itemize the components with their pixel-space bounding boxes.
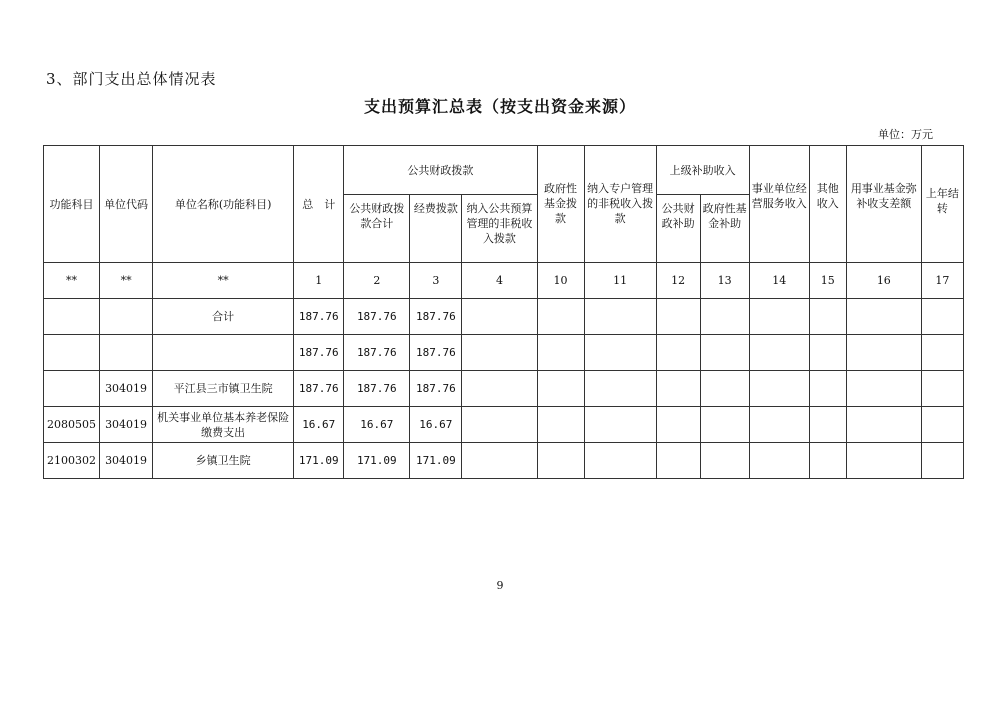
empty-cell bbox=[537, 335, 584, 371]
empty-cell bbox=[584, 335, 656, 371]
index-cell: 2 bbox=[344, 263, 410, 299]
func-subject-cell bbox=[44, 335, 100, 371]
empty-cell bbox=[846, 371, 921, 407]
empty-cell bbox=[584, 299, 656, 335]
empty-cell bbox=[584, 407, 656, 443]
empty-cell bbox=[462, 335, 537, 371]
empty-cell bbox=[537, 371, 584, 407]
index-cell: 3 bbox=[410, 263, 462, 299]
header-func-subject: 功能科目 bbox=[44, 146, 100, 263]
unit-code-cell: 304019 bbox=[100, 407, 153, 443]
empty-cell bbox=[749, 443, 809, 479]
empty-cell bbox=[584, 371, 656, 407]
budget-summary-table bbox=[43, 145, 964, 479]
empty-cell bbox=[749, 371, 809, 407]
table-row bbox=[44, 443, 964, 479]
index-cell: 13 bbox=[700, 263, 749, 299]
empty-cell bbox=[700, 443, 749, 479]
index-cell: 17 bbox=[921, 263, 963, 299]
empty-cell bbox=[700, 299, 749, 335]
index-cell: ** bbox=[100, 263, 153, 299]
header-pf-nontax: 纳入公共预算管理的非税收入拨款 bbox=[462, 195, 537, 263]
table-row bbox=[44, 407, 964, 443]
total-cell: 171.09 bbox=[294, 443, 344, 479]
header-other-income: 其他收入 bbox=[809, 146, 846, 263]
pf-operating-cell: 187.76 bbox=[410, 371, 462, 407]
unit-name-cell: 机关事业单位基本养老保险缴费支出 bbox=[153, 407, 294, 443]
empty-cell bbox=[656, 443, 700, 479]
pf-operating-cell: 171.09 bbox=[410, 443, 462, 479]
header-pf-operating: 经费拨款 bbox=[410, 195, 462, 263]
total-cell: 187.76 bbox=[294, 299, 344, 335]
empty-cell bbox=[700, 407, 749, 443]
func-subject-cell bbox=[44, 371, 100, 407]
empty-cell bbox=[537, 407, 584, 443]
unit-code-cell: 304019 bbox=[100, 371, 153, 407]
index-cell: 14 bbox=[749, 263, 809, 299]
index-row bbox=[44, 263, 964, 299]
empty-cell bbox=[921, 443, 963, 479]
header-superior-subsidy: 上级补助收入 bbox=[656, 146, 749, 195]
header-business-income: 事业单位经营服务收入 bbox=[749, 146, 809, 263]
empty-cell bbox=[462, 443, 537, 479]
pf-subtotal-cell: 187.76 bbox=[344, 371, 410, 407]
pf-subtotal-cell: 16.67 bbox=[344, 407, 410, 443]
index-cell: 11 bbox=[584, 263, 656, 299]
empty-cell bbox=[921, 335, 963, 371]
pf-subtotal-cell: 187.76 bbox=[344, 335, 410, 371]
empty-cell bbox=[584, 443, 656, 479]
empty-cell bbox=[537, 299, 584, 335]
header-unit-code: 单位代码 bbox=[100, 146, 153, 263]
header-special-nontax: 纳入专户管理的非税收入拨款 bbox=[584, 146, 656, 263]
header-row-1 bbox=[44, 146, 964, 195]
index-cell: 10 bbox=[537, 263, 584, 299]
empty-cell bbox=[462, 407, 537, 443]
total-cell: 187.76 bbox=[294, 335, 344, 371]
empty-cell bbox=[656, 299, 700, 335]
empty-cell bbox=[921, 371, 963, 407]
header-pf-subtotal: 公共财政拨款合计 bbox=[344, 195, 410, 263]
header-sub-public: 公共财政补助 bbox=[656, 195, 700, 263]
empty-cell bbox=[462, 299, 537, 335]
empty-cell bbox=[846, 443, 921, 479]
index-cell: 15 bbox=[809, 263, 846, 299]
index-cell: 16 bbox=[846, 263, 921, 299]
header-unit-name: 单位名称(功能科目) bbox=[153, 146, 294, 263]
empty-cell bbox=[809, 335, 846, 371]
empty-cell bbox=[809, 443, 846, 479]
table-row bbox=[44, 371, 964, 407]
empty-cell bbox=[846, 407, 921, 443]
empty-cell bbox=[846, 299, 921, 335]
empty-cell bbox=[749, 407, 809, 443]
index-cell: 1 bbox=[294, 263, 344, 299]
table-title: 支出预算汇总表（按支出资金来源） bbox=[363, 97, 636, 116]
header-sub-govfund: 政府性基金补助 bbox=[700, 195, 749, 263]
unit-name-cell: 乡镇卫生院 bbox=[153, 443, 294, 479]
unit-name-cell: 合计 bbox=[153, 299, 294, 335]
total-cell: 16.67 bbox=[294, 407, 344, 443]
empty-cell bbox=[749, 335, 809, 371]
empty-cell bbox=[921, 407, 963, 443]
empty-cell bbox=[700, 335, 749, 371]
pf-subtotal-cell: 171.09 bbox=[344, 443, 410, 479]
header-public-finance: 公共财政拨款 bbox=[344, 146, 537, 195]
unit-code-cell: 304019 bbox=[100, 443, 153, 479]
page-number: 9 bbox=[496, 579, 504, 592]
unit-code-cell bbox=[100, 335, 153, 371]
empty-cell bbox=[537, 443, 584, 479]
header-carryover: 上年结转 bbox=[921, 146, 963, 263]
empty-cell bbox=[809, 371, 846, 407]
func-subject-cell: 2080505 bbox=[44, 407, 100, 443]
table-row bbox=[44, 299, 964, 335]
pf-operating-cell: 187.76 bbox=[410, 335, 462, 371]
header-total: 总 计 bbox=[294, 146, 344, 263]
pf-operating-cell: 187.76 bbox=[410, 299, 462, 335]
empty-cell bbox=[809, 407, 846, 443]
table-row bbox=[44, 335, 964, 371]
empty-cell bbox=[809, 299, 846, 335]
header-fund-deficit: 用事业基金弥补收支差额 bbox=[846, 146, 921, 263]
empty-cell bbox=[656, 407, 700, 443]
pf-subtotal-cell: 187.76 bbox=[344, 299, 410, 335]
empty-cell bbox=[846, 335, 921, 371]
empty-cell bbox=[656, 335, 700, 371]
empty-cell bbox=[656, 371, 700, 407]
unit-name-cell: 平江县三市镇卫生院 bbox=[153, 371, 294, 407]
func-subject-cell: 2100302 bbox=[44, 443, 100, 479]
empty-cell bbox=[700, 371, 749, 407]
unit-name-cell bbox=[153, 335, 294, 371]
index-cell: ** bbox=[153, 263, 294, 299]
header-gov-fund: 政府性基金拨款 bbox=[537, 146, 584, 263]
empty-cell bbox=[749, 299, 809, 335]
func-subject-cell bbox=[44, 299, 100, 335]
index-cell: 4 bbox=[462, 263, 537, 299]
empty-cell bbox=[921, 299, 963, 335]
index-cell: 12 bbox=[656, 263, 700, 299]
unit-label: 单位：万元 bbox=[878, 128, 933, 141]
empty-cell bbox=[462, 371, 537, 407]
unit-code-cell bbox=[100, 299, 153, 335]
pf-operating-cell: 16.67 bbox=[410, 407, 462, 443]
section-heading: 3、部门支出总体情况表 bbox=[46, 70, 217, 88]
index-cell: ** bbox=[44, 263, 100, 299]
total-cell: 187.76 bbox=[294, 371, 344, 407]
